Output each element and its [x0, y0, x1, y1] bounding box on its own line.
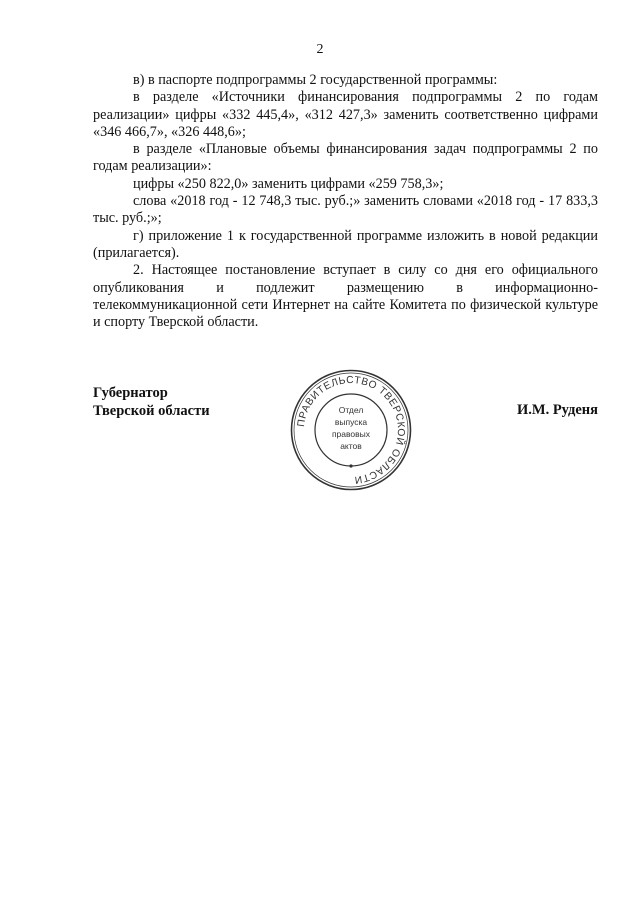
document-body [93, 72, 598, 331]
stamp-center-line4: актов [340, 441, 362, 451]
paragraph-passport: в) в паспорте подпрограммы 2 государственной программы: [133, 72, 498, 88]
page-number: 2 [316, 42, 324, 57]
signatory-name: И.М. Руденя [516, 402, 598, 418]
stamp-center-line2: выпуска [334, 417, 368, 427]
signatory-position [93, 384, 210, 420]
signatory-position-line1: Губернатор [93, 385, 168, 401]
paragraph-figures: цифры «250 822,0» заменить цифрами «259 758,3»; [133, 175, 444, 192]
signatory-position-line2: Тверской области [93, 403, 210, 419]
stamp-ring-text: ПРАВИТЕЛЬСТВО ТВЕРСКОЙ ОБЛАСТИ [296, 374, 407, 486]
paragraph-appendix: г) приложение 1 к государственной программе изложить в новой редакции (прилагается). [93, 227, 598, 261]
paragraph-words: слова «2018 год - 12 748,3 тыс. руб.;» заменить словами «2018 год - 17 833,3 тыс. руб.;»; [93, 193, 598, 227]
paragraph-sources: в разделе «Источники финансирования подпрограммы 2 по годам реализации» цифры «332 445,4», «312 427,3» заменить соответственно цифрами «346 466,7», «326 448,6»; [93, 89, 598, 140]
paragraph-planned-volumes: в разделе «Плановые объемы финансирования задач подпрограммы 2 по годам реализации»: [93, 141, 598, 175]
paragraph-entry-into-force: 2. Настоящее постановление вступает в силу со дня его официального опубликования и подлежит размещению в информационно-телекоммуникационной сети Интернет на сайте Комитета по физической культуре и спорту Тверской области. [93, 262, 598, 331]
stamp-center-line1: Отдел [338, 405, 364, 415]
stamp-dot [349, 464, 352, 467]
signature-block [93, 374, 598, 504]
stamp-center-line3: правовых [331, 429, 371, 439]
official-stamp [288, 367, 414, 493]
